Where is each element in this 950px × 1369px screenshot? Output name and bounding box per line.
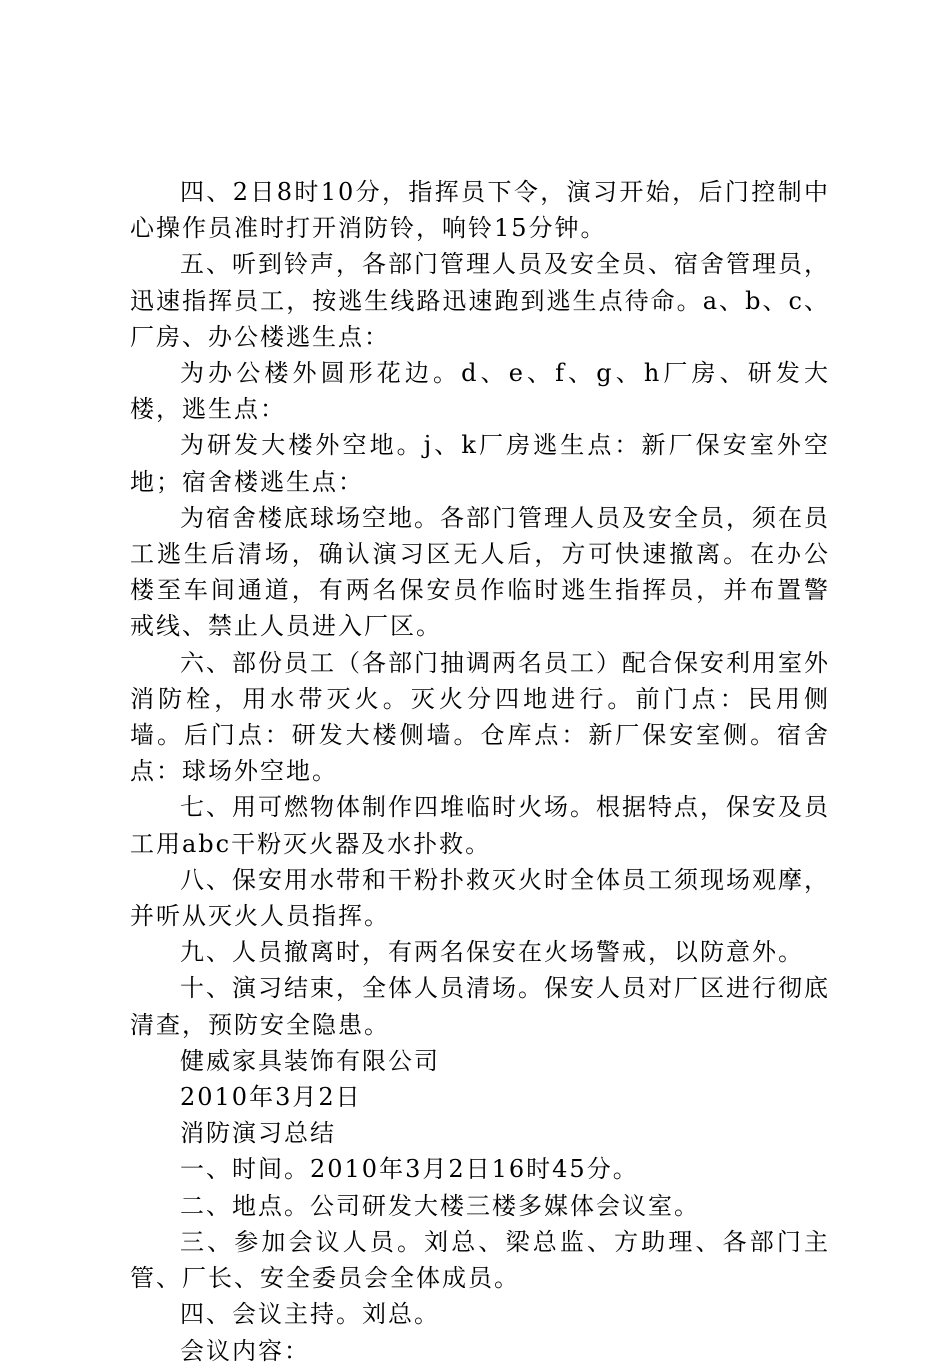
summary-time: 一、时间。2010年3月2日16时45分。 (180, 1155, 639, 1184)
paragraph-drill-end: 十、演习结束，全体人员清场。保安人员对厂区进行彻底清查，预防安全隐患。 (130, 974, 830, 1039)
document-date: 2010年3月2日 (180, 1083, 362, 1112)
company-name: 健威家具装饰有限公司 (180, 1046, 440, 1075)
paragraph-observe: 八、保安用水带和干粉扑救灭火时全体员工须现场观摩，并听从灭火人员指挥。 (130, 865, 830, 931)
document-body (130, 174, 830, 1369)
paragraph-drill-start: 四、2日8时10分，指挥员下令，演习开始，后门控制中心操作员准时打开消防铃，响铃15分钟。 (130, 178, 830, 243)
summary-location: 二、地点。公司研发大楼三楼多媒体会议室。 (180, 1191, 700, 1220)
summary-host: 四、会议主持。刘总。 (180, 1300, 440, 1329)
paragraph-dorm-point: 为宿舍楼底球场空地。各部门管理人员及安全员，须在员工逃生后清场，确认演习区无人后，方可快速撤离。在办公楼至车间通道，有两名保安员作临时逃生指挥员，并布置警戒线、禁止人员进入厂区。 (130, 503, 830, 641)
paragraph-hydrant: 六、部份员工（各部门抽调两名员工）配合保安利用室外消防栓，用水带灭火。灭火分四地进行。前门点：民用侧墙。后门点：研发大楼侧墙。仓库点：新厂保安室侧。宿舍点：球场外空地。 (130, 648, 830, 786)
paragraph-office-point: 为办公楼外圆形花边。d、e、f、g、h厂房、研发大楼，逃生点： (130, 359, 830, 424)
paragraph-evacuation: 五、听到铃声，各部门管理人员及安全员、宿舍管理员，迅速指挥员工，按逃生线路迅速跑到逃生点待命。a、b、c、厂房、办公楼逃生点： (130, 250, 830, 351)
paragraph-rd-point: 为研发大楼外空地。j、k厂房逃生点：新厂保安室外空地；宿舍楼逃生点： (130, 431, 830, 496)
paragraph-guard: 九、人员撤离时，有两名保安在火场警戒，以防意外。 (180, 938, 804, 967)
summary-content-label: 会议内容： (180, 1336, 310, 1365)
summary-attendees: 三、参加会议人员。刘总、梁总监、方助理、各部门主管、厂长、安全委员会全体成员。 (130, 1227, 830, 1293)
summary-title: 消防演习总结 (180, 1119, 336, 1148)
paragraph-fire-sites: 七、用可燃物体制作四堆临时火场。根据特点，保安及员工用abc干粉灭火器及水扑救。 (130, 793, 830, 858)
